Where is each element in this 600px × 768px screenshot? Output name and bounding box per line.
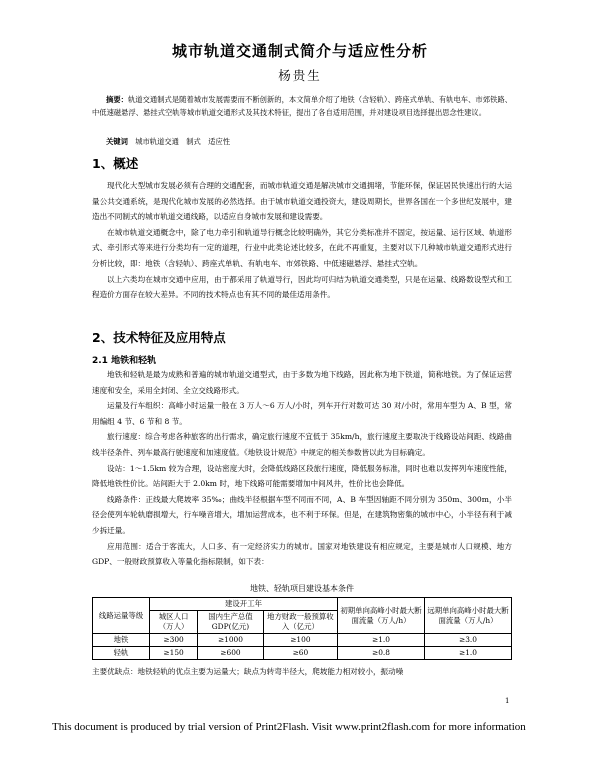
table-cell: ≥600 [198, 647, 264, 660]
paragraph: 地铁和轻轨是最为成熟和普遍的城市轨道交通型式，由于多数为地下线路，因此称为地下铁道，简称地铁。为了保证运营速度和安全，采用全封闭、全立交线路形式。 [92, 370, 512, 395]
table-row [93, 647, 512, 660]
keywords [106, 136, 516, 148]
table-cell: 地铁 [93, 634, 150, 647]
paragraph: 运量及行车组织：高峰小时运量一般在 3 万人～6 万人/小时，列车开行对数可达 30 对/小时，常用车型为 A、B 型，常用编组 4 节、6 节和 8 节。 [92, 401, 512, 426]
page-title: 城市轨道交通制式简介与适应性分析 [171, 42, 428, 60]
section-1-heading: 1、概述 [92, 156, 139, 171]
section-1 [92, 154, 512, 303]
table-header: 远期单向高峰小时最大断面流量（万人/h） [425, 598, 512, 634]
table-header-row [93, 598, 512, 611]
table-header: 地方财政一般预算收入（亿元） [263, 611, 337, 634]
table-row [93, 634, 512, 647]
paragraph: 现代化大型城市发展必须有合理的交通配套，而城市轨道交通是解决城市交通拥堵，节能环保，保证居民快速出行的大运量公共交通系统，是现代化城市发展的必然选择。由于城市轨道交通投资大，建设周期长，世界各国在一个多世纪发展中，建造出不同制式的城市轨道交通线路，以适应自身城市发展和建设需要。 [92, 181, 512, 222]
keywords-text: 城市轨道交通 制式 适应性 [135, 137, 231, 146]
paragraph: 设站：1～1.5km 较为合理，设站密度大时，会降低线路区段旅行速度，降低服务标准，同时也难以发挥列车速度性能，降低地铁性价比。站间距大于 2.0km 时，地下线路可能需要增加中间风井，性价比也会降低。 [92, 463, 512, 489]
table-cell: ≥300 [150, 634, 198, 647]
paragraph: 线路条件：正线最大爬坡率 35‰；曲线半径根据车型不同而不同，A、B 车型因轴距不同分别为 350m、300m，小半径会使列车轮轨磨损增大，行车噪音增大，增加运营成本，也不利于环保。但是，在建筑物密集的城市中心，小半径有利于减少拆迁量。 [92, 494, 512, 535]
table-header: 初期单向高峰小时最大断面流量（万人/h） [338, 598, 425, 634]
abstract [92, 94, 512, 119]
section-2 [92, 328, 512, 570]
keywords-label: 关键词 [106, 137, 128, 146]
table-cell: ≥1.0 [425, 647, 512, 660]
paragraph: 主要优缺点：地铁轻轨的优点主要为运量大；缺点为转弯半径大，爬坡能力相对较小，振动噪 [92, 667, 404, 676]
table-cell: 轻轨 [93, 647, 150, 660]
table-cell: ≥1000 [198, 634, 264, 647]
paragraph: 旅行速度：综合考虑各种旅客的出行需求，确定旅行速度不宜低于 35km/h，旅行速度主要取决于线路设站间距、线路曲线半径条件、列车最高行驶速度和加速度值。《地铁设计规范》中规定的相关参数皆以此为目标确定。 [92, 432, 512, 457]
table-cell: ≥0.8 [338, 647, 425, 660]
paragraph: 在城市轨道交通概念中，除了电力牵引和轨道导行概念比较明确外，其它分类标准并不固定，按运量、运行区域、轨道形式、牵引形式等来进行分类均有一定的道理，行业中此类论述比较多，在此不再重复，主要对以下几种城市轨道交通形式进行分析比较，即：地铁（含轻轨）、跨座式单轨、有轨电车、市郊铁路、中低速磁悬浮、悬挂式空轨。 [92, 227, 512, 268]
abstract-text: 轨道交通制式是随着城市发展需要而不断创新的，本文简单介绍了地铁（含轻轨）、跨座式单轨、有轨电车、市郊铁路、中低速磁悬浮、悬挂式空轨等城市轨道交通形式及其技术特征，提出了各自适用范围，并对建设项目选择提出思念性建议。 [92, 95, 512, 117]
author: 杨贵生 [278, 68, 322, 83]
table-header: 线路运量等级 [93, 598, 150, 634]
table-cell: ≥3.0 [425, 634, 512, 647]
table-cell: ≥60 [263, 647, 337, 660]
paragraph: 应用范围：适合于客流大，人口多、有一定经济实力的城市。国家对地铁建设有相应规定，主要是城市人口规模、地方 GDP、一般财政预算收入等量化指标限制，如下表： [92, 541, 512, 567]
subsection-2-1-heading: 2.1 地铁和轻轨 [92, 356, 157, 366]
abstract-label: 摘要： [106, 95, 128, 104]
page-number: 1 [505, 697, 510, 705]
table-cell: ≥100 [263, 634, 337, 647]
table-cell: ≥150 [150, 647, 198, 660]
paragraph: 以上六类均在城市交通中应用，由于都采用了轨道导行，因此均可归结为轨道交通类型，只是在运量、线路数设型式和工程造价方面存在较大差异。不同的技术特点也有其不同的最佳适用条件。 [92, 274, 512, 300]
table-cell: ≥1.0 [338, 634, 425, 647]
section-2-heading: 2、技术特征及应用特点 [92, 330, 226, 345]
table-header: 国内生产总值 GDP(亿元) [198, 611, 264, 634]
construction-conditions-table [92, 597, 512, 660]
trial-watermark-footer: This document is produced by trial version of Print2Flash. Visit www.print2flash.com for more information [52, 721, 526, 733]
table-header: 城区人口（万人） [150, 611, 198, 634]
table-caption: 地铁、轻轨项目建设基本条件 [250, 584, 354, 593]
table-header: 建设开工年 [150, 598, 338, 611]
